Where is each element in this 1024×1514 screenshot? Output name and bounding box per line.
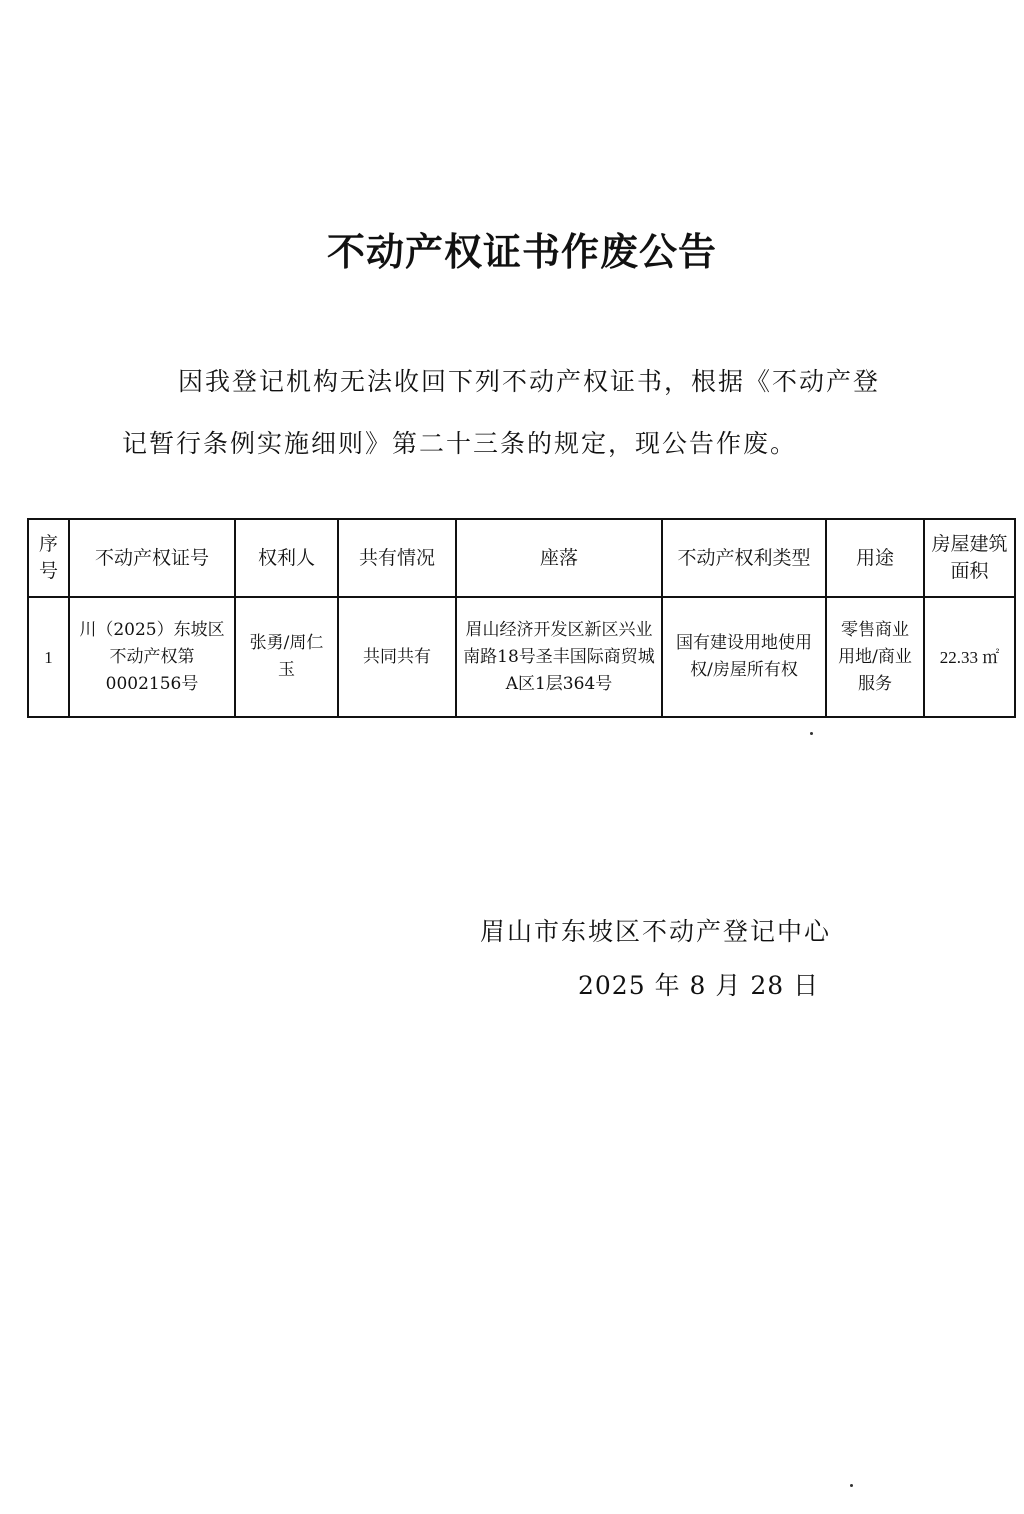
cell-usage: 零售商业用地/商业服务 xyxy=(826,597,924,717)
cell-location: 眉山经济开发区新区兴业南路18号圣丰国际商贸城A区1层364号 xyxy=(456,597,662,717)
header-area: 房屋建筑面积 xyxy=(924,519,1015,597)
header-index: 序号 xyxy=(28,519,69,597)
table-row xyxy=(28,597,1015,717)
cell-holder: 张勇/周仁玉 xyxy=(235,597,338,717)
issue-date: 2025 年 8 月 28 日 xyxy=(578,971,820,1000)
header-usage: 用途 xyxy=(826,519,924,597)
cell-area: 22.33 ㎡ xyxy=(924,597,1015,717)
notice-paragraph-line-2: 记暂行条例实施细则》第二十三条的规定，现公告作废。 xyxy=(122,429,798,458)
cell-index: 1 xyxy=(28,597,69,717)
header-co-ownership: 共有情况 xyxy=(338,519,456,597)
cell-right-type: 国有建设用地使用权/房屋所有权 xyxy=(662,597,826,717)
certificate-table xyxy=(27,518,1016,718)
scan-speck xyxy=(810,732,813,735)
header-holder: 权利人 xyxy=(235,519,338,597)
issuing-organization: 眉山市东坡区不动产登记中心 xyxy=(480,917,832,946)
header-right-type: 不动产权利类型 xyxy=(662,519,826,597)
scan-speck xyxy=(850,1484,853,1487)
header-cert-no: 不动产权证号 xyxy=(69,519,235,597)
page-title: 不动产权证书作废公告 xyxy=(326,230,717,274)
notice-paragraph-line-1: 因我登记机构无法收回下列不动产权证书，根据《不动产登 xyxy=(178,367,881,396)
cell-cert-no: 川（2025）东坡区不动产权第0002156号 xyxy=(69,597,235,717)
table-header-row xyxy=(28,519,1015,597)
cell-co-ownership: 共同共有 xyxy=(338,597,456,717)
header-location: 座落 xyxy=(456,519,662,597)
